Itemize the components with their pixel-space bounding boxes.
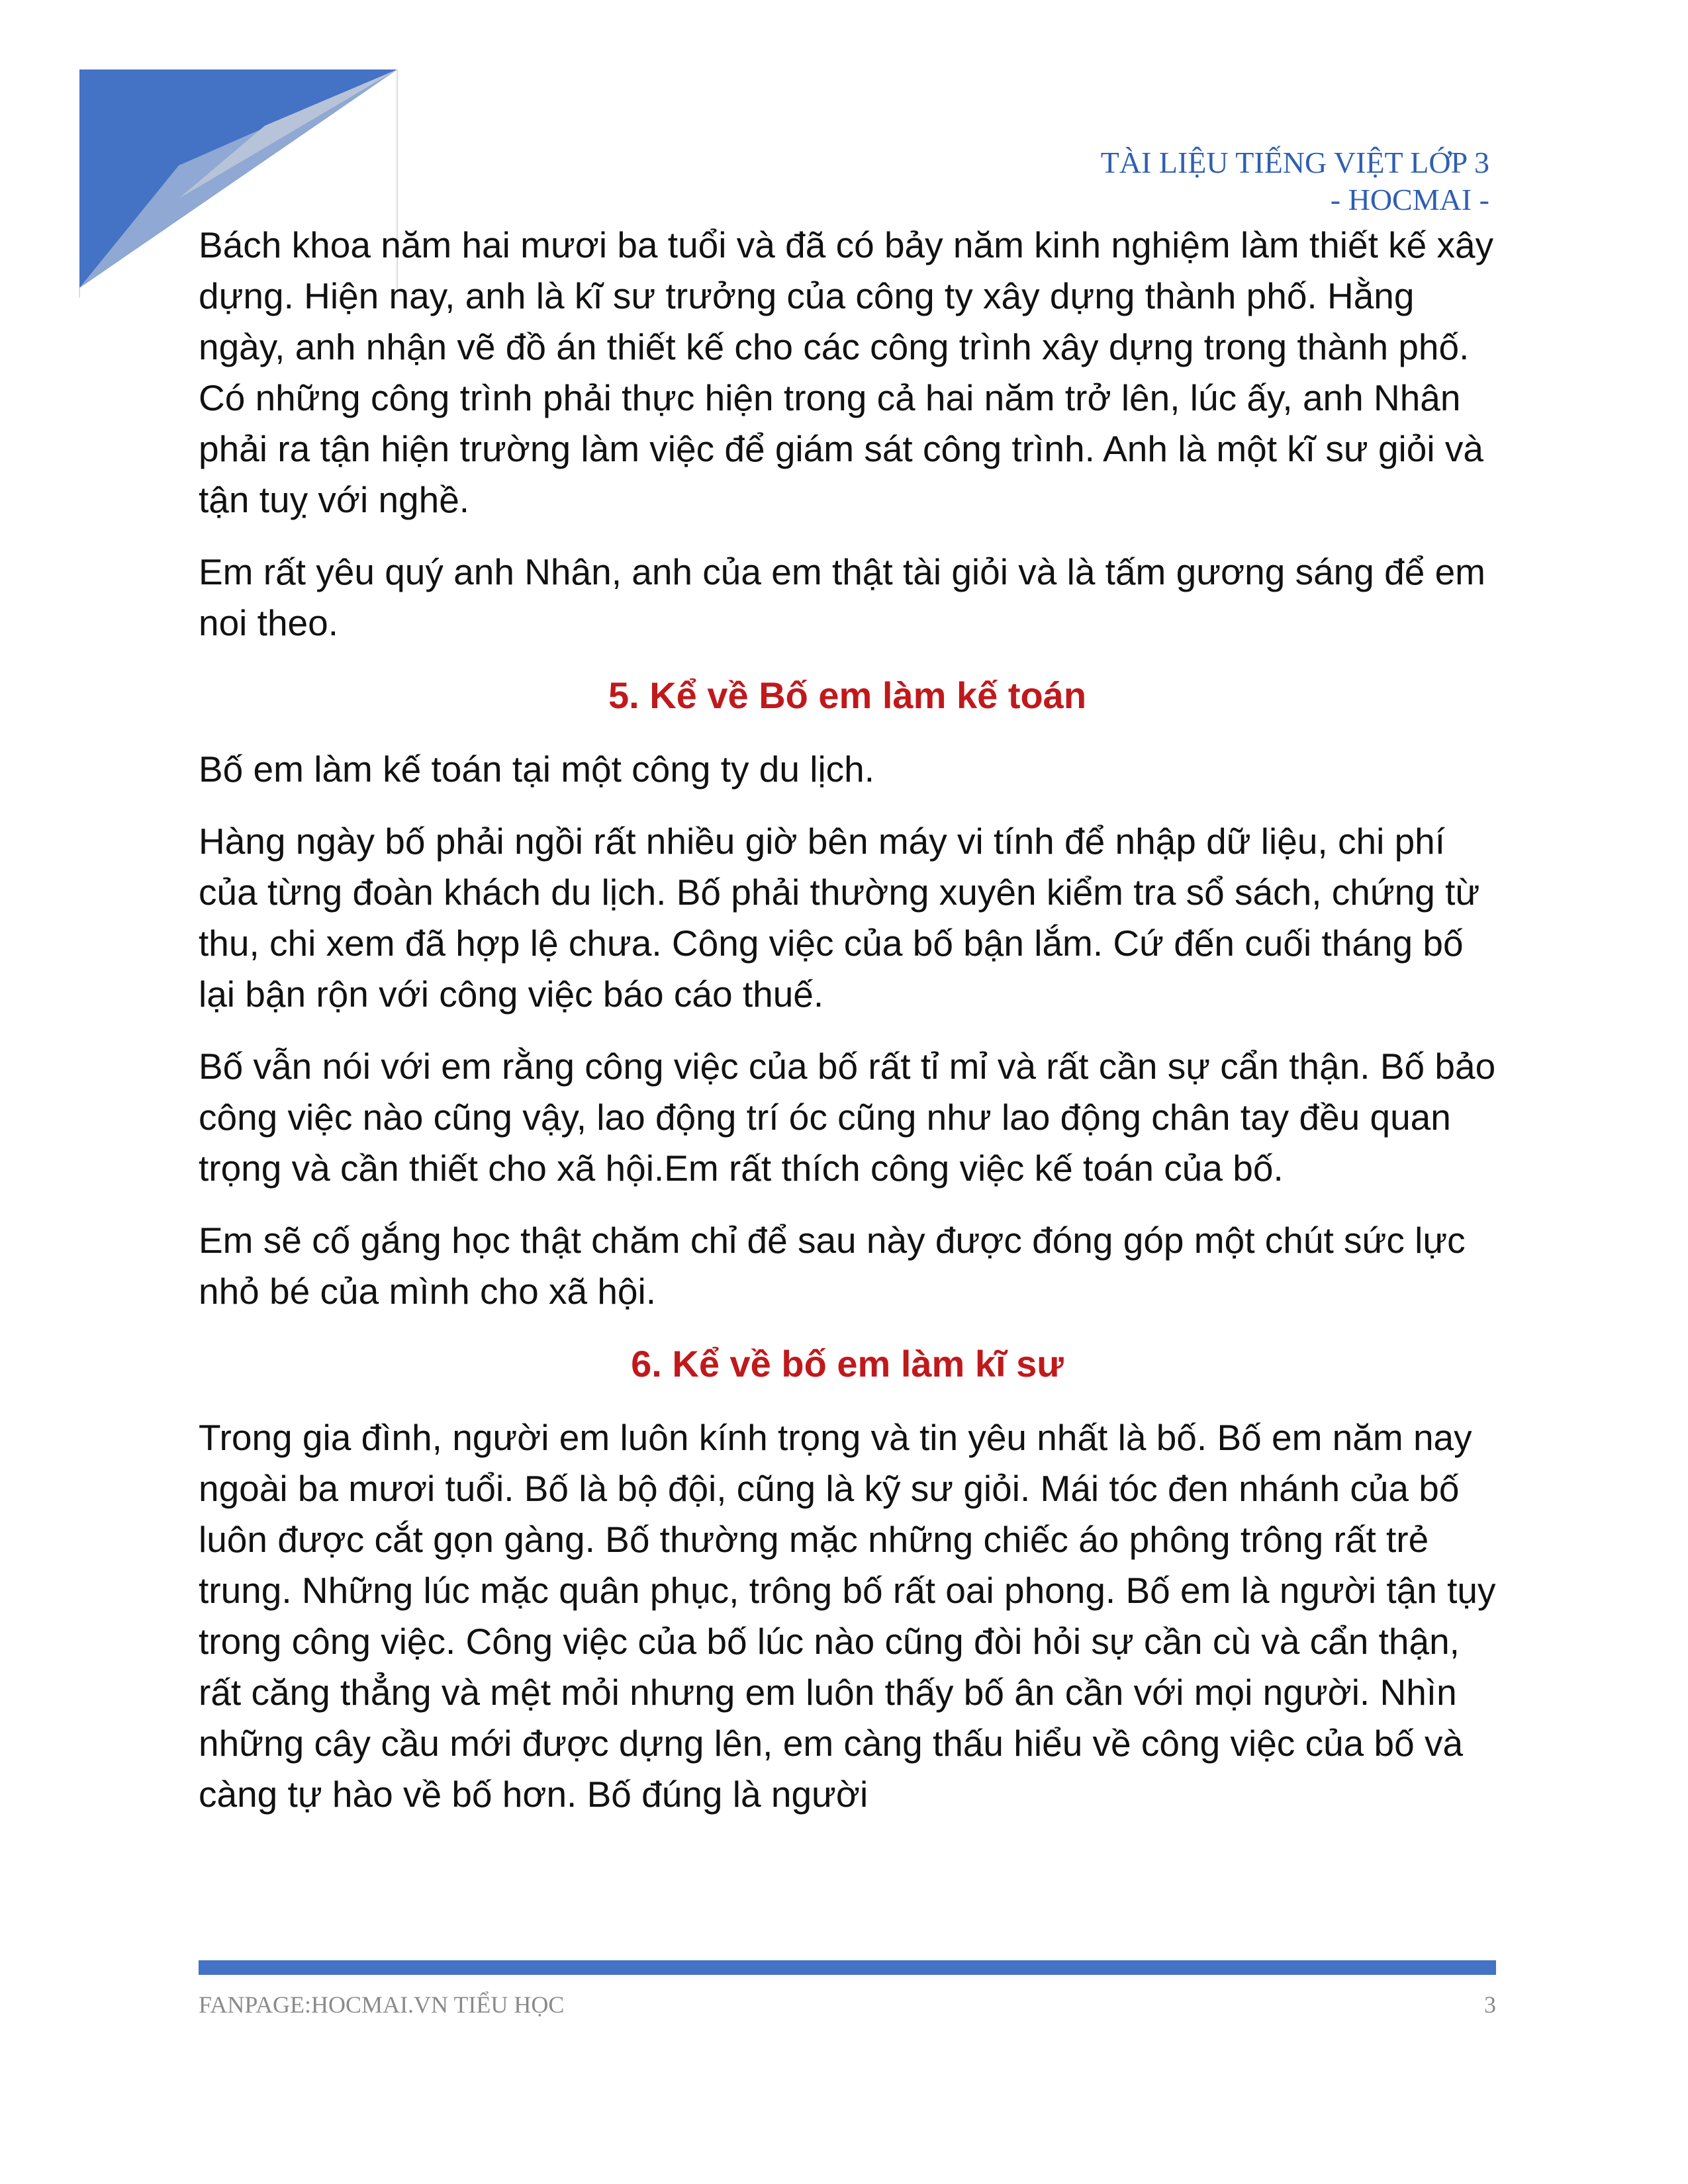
paragraph: Bố vẫn nói với em rằng công việc của bố rất tỉ mỉ và rất cần sự cẩn thận. Bố bảo công việc nào cũng vậy, lao động trí óc cũng như lao động chân tay đều quan trọng và cần thiết cho xã hội.Em rất thích công việc kế toán của bố. [199, 1046, 1496, 1189]
paragraph: Hàng ngày bố phải ngồi rất nhiều giờ bên máy vi tính để nhập dữ liệu, chi phí của từng đoàn khách du lịch. Bố phải thường xuyên kiểm tra sổ sách, chứng từ thu, chi xem đã hợp lệ chưa. Công việc của bố bận lắm. Cứ đến cuối tháng bố lại bận rộn với công việc báo cáo thuế. [199, 821, 1480, 1015]
paragraph: Em rất yêu quý anh Nhân, anh của em thật tài giỏi và là tấm gương sáng để em noi theo. [199, 551, 1485, 643]
section-heading: 6. Kể về bố em làm kĩ sư [631, 1343, 1064, 1385]
paragraph: Trong gia đình, người em luôn kính trọng và tin yêu nhất là bố. Bố em năm nay ngoài ba mươi tuổi. Bố là bộ đội, cũng là kỹ sư giỏi. Mái tóc đen nhánh của bố luôn được cắt gọn gàng. Bố thường mặc những chiếc áo phông trông rất trẻ trung. Những lúc mặc quân phục, trông bố rất oai phong. Bố em là người tận tụy trong công việc. Công việc của bố lúc nào cũng đòi hỏi sự cần cù và cẩn thận, rất căng thẳng và mệt mỏi nhưng em luôn thấy bố ân cần với mọi người. Nhìn những cây cầu mới được dựng lên, em càng thấu hiểu về công việc của bố và càng tự hào về bố hơn. Bố đúng là người [199, 1417, 1496, 1815]
page-footer [199, 1991, 1496, 2019]
paragraph: Bố em làm kế toán tại một công ty du lịch. [199, 749, 875, 790]
footer-divider [199, 1960, 1496, 1975]
page-number: 3 [1484, 1991, 1496, 2018]
paragraph: Em sẽ cố gắng học thật chăm chỉ để sau này được đóng góp một chút sức lực nhỏ bé của mình cho xã hội. [199, 1220, 1466, 1312]
section-heading: 5. Kể về Bố em làm kế toán [608, 674, 1087, 716]
header-title: TÀI LIỆU TIẾNG VIỆT LỚP 3 [1100, 146, 1489, 179]
document-header [1101, 144, 1489, 218]
footer-fanpage: FANPAGE:HOCMAI.VN TIỂU HỌC [199, 1991, 565, 2018]
header-subtitle: - HOCMAI - [1330, 183, 1489, 216]
paragraph: Bách khoa năm hai mươi ba tuổi và đã có bảy năm kinh nghiệm làm thiết kế xây dựng. Hiện nay, anh là kĩ sư trưởng của công ty xây dựng thành phố. Hằng ngày, anh nhận vẽ đồ án thiết kế cho các công trình xây dựng trong thành phố. Có những công trình phải thực hiện trong cả hai năm trở lên, lúc ấy, anh Nhân phải ra tận hiện trường làm việc để giám sát công trình. Anh là một kĩ sư giỏi và tận tuỵ với nghề. [199, 224, 1494, 520]
document-body [199, 220, 1496, 1841]
